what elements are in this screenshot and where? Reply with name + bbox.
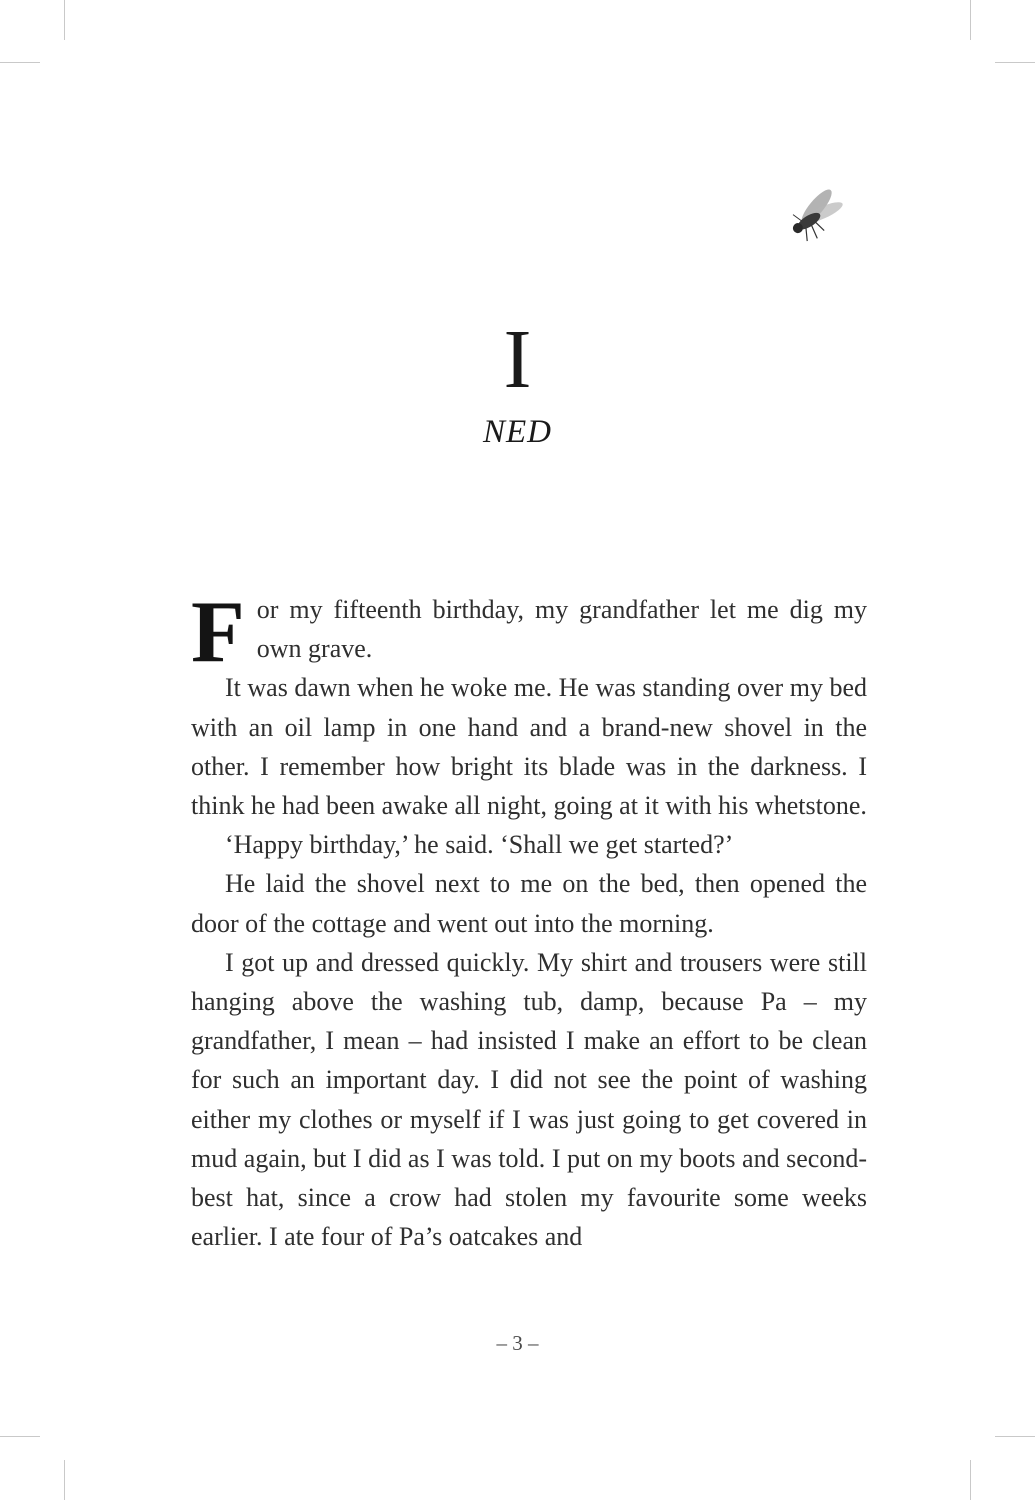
crop-mark bbox=[970, 1460, 971, 1500]
paragraph: I got up and dressed quickly. My shirt and trousers were still hanging above the washing tub, damp, because Pa – my grandfather, I mean – had insisted I make an effort to be clean for such an important day. I did not see the point of washing either my clothes or myself if I was just going to get covered in mud again, but I did as I was told. I put on my boots and second-best hat, since a crow had stolen my favourite some weeks earlier. I ate four of Pa’s oatcakes and bbox=[191, 947, 867, 1252]
paragraph: He laid the shovel next to me on the bed, then opened the door of the cottage and went out into the morning. bbox=[191, 869, 867, 938]
chapter-title: NED bbox=[483, 414, 552, 450]
crop-mark bbox=[64, 1460, 65, 1500]
crop-mark bbox=[970, 0, 971, 40]
drop-cap: F bbox=[191, 584, 245, 681]
crop-mark bbox=[0, 1436, 40, 1437]
fly-icon bbox=[778, 182, 850, 254]
crop-mark bbox=[64, 0, 65, 40]
paragraph: ‘Happy birthday,’ he said. ‘Shall we get started?’ bbox=[225, 830, 734, 860]
paragraph: It was dawn when he woke me. He was standing over my bed with an oil lamp in one hand and a brand-new shovel in the other. I remember how bright its blade was in the darkness. I think he had been awake all night, going at it with his whetstone. bbox=[191, 673, 867, 821]
page-number: – 3 – bbox=[496, 1331, 539, 1355]
crop-mark bbox=[0, 62, 40, 63]
body-text bbox=[191, 584, 867, 1256]
paragraph-text: or my fifteenth birthday, my grandfather let me dig my own grave. bbox=[256, 595, 867, 664]
paragraph bbox=[191, 584, 867, 681]
chapter-number: I bbox=[503, 313, 532, 406]
crop-mark bbox=[995, 1436, 1035, 1437]
crop-mark bbox=[995, 62, 1035, 63]
